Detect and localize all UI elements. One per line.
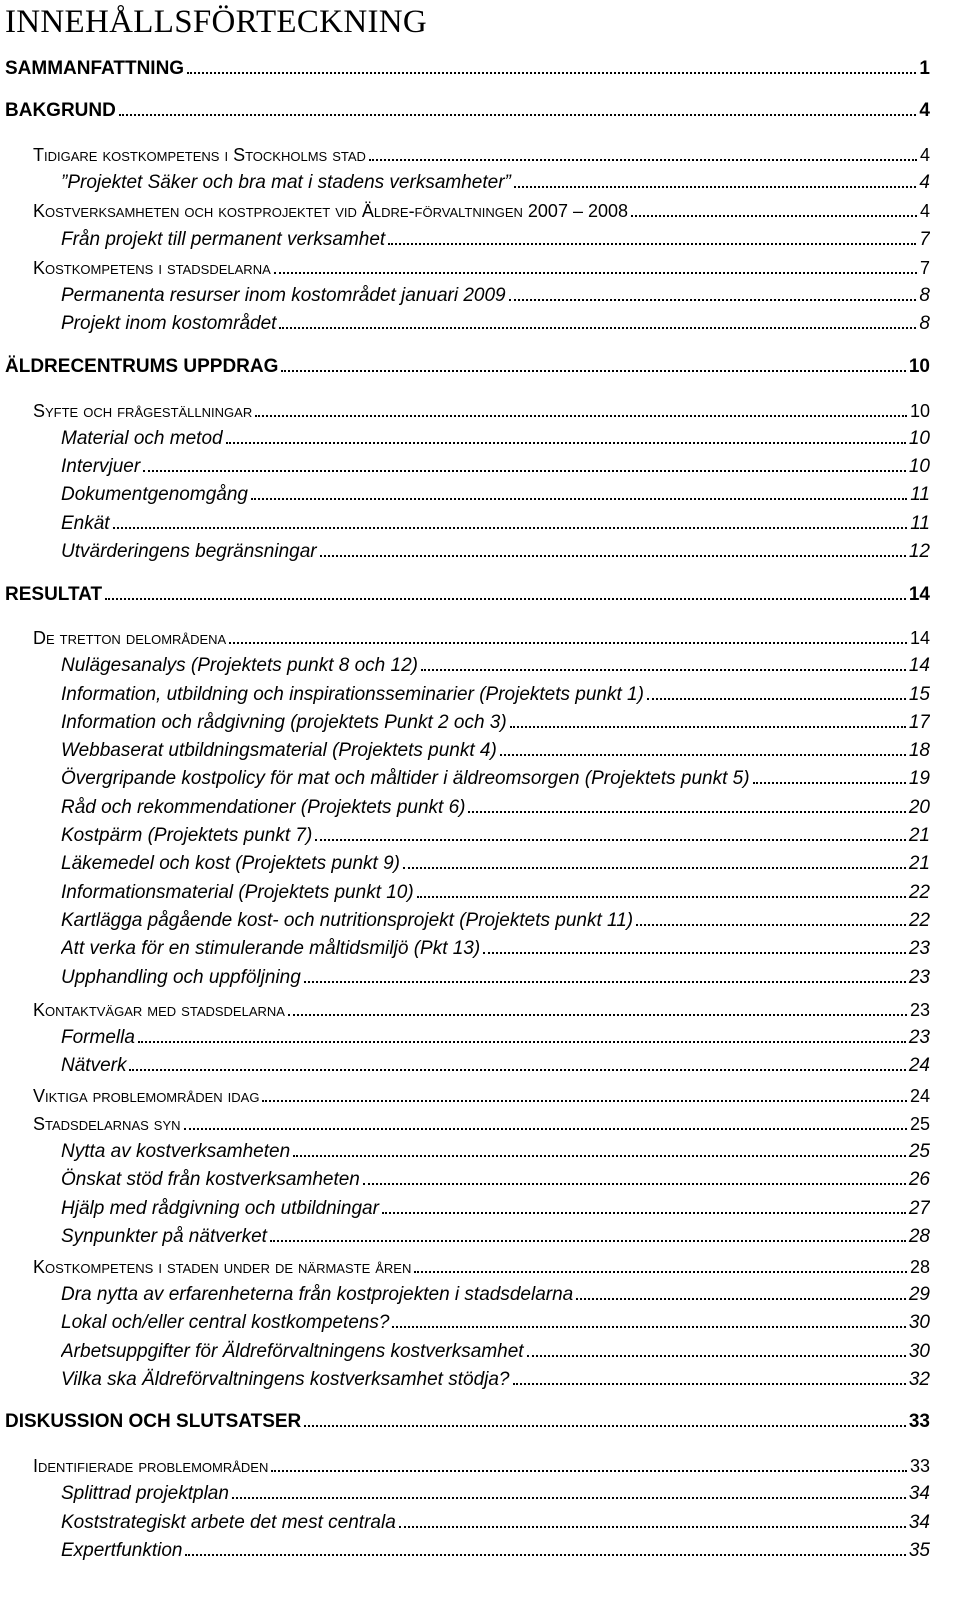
toc-dot-leader [576,1298,906,1300]
toc-entry[interactable] [61,909,930,933]
toc-dot-leader [414,1271,907,1273]
toc-entry-page-number: 14 [908,655,930,676]
toc-entry-page-number: 27 [908,1198,930,1219]
toc-entry-page-number: 22 [908,882,930,903]
toc-dot-leader [510,726,906,728]
toc-entry-page-number: 34 [908,1512,930,1533]
toc-entry-page-number: 23 [908,967,930,988]
toc-entry[interactable] [61,284,930,308]
toc-entry[interactable] [33,998,930,1022]
toc-entry-page-number: 11 [910,484,930,505]
toc-entry[interactable] [61,1197,930,1221]
toc-dot-leader [129,1069,905,1071]
toc-entry-page-number: 10 [908,428,930,449]
toc-entry-page-number: 30 [908,1341,930,1362]
toc-entry-label: Kontaktvägar med stadsdelarna [33,1000,285,1020]
toc-dot-leader [631,215,917,217]
toc-entry-label: RESULTAT [5,584,103,605]
toc-entry-label: Kostkompetens i stadsdelarna [33,258,271,278]
toc-entry-page-number: 4 [919,201,930,221]
toc-entry-page-number: 29 [908,1284,930,1305]
toc-entry-label: Nätverk [61,1055,127,1076]
toc-dot-leader [185,1554,905,1556]
toc-entry-page-number: 21 [908,825,930,846]
toc-entry[interactable] [61,711,930,735]
toc-dot-leader [468,811,905,813]
toc-entry-label: Utvärderingens begränsningar [61,541,317,562]
toc-dot-leader [315,839,906,841]
toc-entry-page-number: 34 [908,1483,930,1504]
toc-dot-leader [271,1470,907,1472]
toc-entry-label: Intervjuer [61,456,141,477]
toc-dot-leader [320,555,906,557]
toc-entry[interactable] [61,512,930,536]
toc-entry[interactable] [61,881,930,905]
toc-dot-leader [403,867,906,869]
toc-entry-label: ”Projektet Säker och bra mat i stadens verksamheter” [61,172,511,193]
toc-entry-label: Viktiga problemområden idag [33,1086,260,1106]
toc-entry-page-number: 12 [908,541,930,562]
toc-entry-label: ÄLDRECENTRUMS UPPDRAG [5,356,279,377]
toc-entry-page-number: 25 [909,1114,930,1134]
toc-dot-leader [274,272,917,274]
toc-entry-page-number: 19 [908,768,930,789]
toc-entry-label: Webbaserat utbildningsmaterial (Projektets punkt 4) [61,740,497,761]
toc-entry-page-number: 10 [908,356,930,377]
toc-entry-page-number: 23 [908,938,930,959]
toc-entry[interactable] [61,1311,930,1335]
toc-entry[interactable] [61,852,930,876]
toc-entry-label: Att verka för en stimulerande måltidsmiljö (Pkt 13) [61,938,481,959]
toc-entry-page-number: 30 [908,1312,930,1333]
toc-dot-leader [509,299,917,301]
toc-entry[interactable] [61,1140,930,1164]
toc-entry-label: Formella [61,1027,135,1048]
toc-entry-label: Kostverksamheten och kostprojektet vid Äldre-förvaltningen 2007 – 2008 [33,201,629,221]
toc-entry[interactable] [33,1084,930,1108]
toc-dot-leader [392,1326,905,1328]
toc-entry-page-number: 28 [909,1257,930,1277]
toc-dot-leader [229,642,907,644]
toc-dot-leader [143,470,906,472]
toc-entry[interactable] [61,966,930,990]
toc-dot-leader [270,1240,906,1242]
toc-dot-leader [382,1212,906,1214]
toc-entry[interactable] [61,1482,930,1506]
toc-entry[interactable] [61,228,930,252]
toc-entry-page-number: 20 [908,797,930,818]
toc-entry[interactable] [33,199,930,223]
toc-dot-leader [255,415,907,417]
toc-entry-page-number: 11 [910,513,930,534]
toc-entry-page-number: 4 [919,172,930,193]
toc-entry-page-number: 17 [908,712,930,733]
toc-entry-label: Önskat stöd från kostverksamheten [61,1169,360,1190]
toc-dot-leader [527,1355,906,1357]
toc-entry-label: Enkät [61,513,110,534]
toc-entry-label: Syfte och frågeställningar [33,401,253,421]
toc-entry-label: Vilka ska Äldreförvaltningens kostverksamhet stödja? [61,1369,510,1390]
toc-entry-label: Projekt inom kostområdet [61,313,277,334]
toc-dot-leader [288,1014,907,1016]
toc-entry[interactable] [61,1539,930,1563]
toc-dot-leader [304,981,906,983]
toc-entry-label: Läkemedel och kost (Projektets punkt 9) [61,853,401,874]
toc-entry-page-number: 23 [909,1000,930,1020]
toc-entry-label: De tretton delområdena [33,628,227,648]
toc-entry-page-number: 23 [908,1027,930,1048]
toc-dot-leader [636,924,906,926]
toc-entry[interactable] [33,1454,930,1478]
toc-entry[interactable] [61,171,930,195]
toc-entry[interactable] [61,540,930,564]
toc-entry[interactable] [61,455,930,479]
toc-entry-page-number: 8 [919,313,930,334]
toc-entry-page-number: 35 [908,1540,930,1561]
toc-dot-leader [226,442,906,444]
toc-dot-leader [417,896,906,898]
toc-dot-leader [251,498,907,500]
toc-entry-label: Tidigare kostkompetens i Stockholms stad [33,145,366,165]
toc-entry-label: Dra nytta av erfarenheterna från kostprojekten i stadsdelarna [61,1284,574,1305]
toc-entry[interactable] [33,256,930,280]
toc-dot-leader [279,327,916,329]
page-title: INNEHÅLLSFÖRTECKNING [5,4,427,40]
toc-entry[interactable] [33,1255,930,1279]
toc-entry-page-number: 18 [908,740,930,761]
toc-entry-label: Informationsmaterial (Projektets punkt 10) [61,882,414,903]
toc-entry-label: Splittrad projektplan [61,1483,229,1504]
toc-entry[interactable] [5,99,930,123]
toc-dot-leader [421,669,906,671]
toc-entry-label: DISKUSSION OCH SLUTSATSER [5,1411,302,1432]
toc-entry-page-number: 28 [908,1226,930,1247]
toc-entry-label: Upphandling och uppföljning [61,967,301,988]
toc-entry-page-number: 21 [908,853,930,874]
toc-entry-page-number: 8 [919,285,930,306]
toc-entry-label: Kostpärm (Projektets punkt 7) [61,825,313,846]
toc-entry-label: Kartlägga pågående kost- och nutritionsprojekt (Projektets punkt 11) [61,910,634,931]
toc-entry[interactable] [61,824,930,848]
toc-entry-page-number: 25 [908,1141,930,1162]
toc-entry[interactable] [61,1340,930,1364]
toc-dot-leader [647,698,906,700]
toc-entry-label: Hjälp med rådgivning och utbildningar [61,1198,379,1219]
toc-entry-label: Information, utbildning och inspirationsseminarier (Projektets punkt 1) [61,684,644,705]
toc-dot-leader [500,754,906,756]
toc-entry-label: Dokumentgenomgång [61,484,248,505]
toc-entry[interactable] [33,1112,930,1136]
toc-dot-leader [514,186,917,188]
toc-entry-page-number: 22 [908,910,930,931]
toc-entry-label: Arbetsuppgifter för Äldreförvaltningens kostverksamhet [61,1341,524,1362]
toc-entry-label: Stadsdelarnas syn [33,1114,181,1134]
toc-entry[interactable] [5,1410,930,1434]
toc-dot-leader [399,1526,906,1528]
toc-dot-leader [753,782,906,784]
toc-entry-label: SAMMANFATTNING [5,58,185,79]
toc-entry-page-number: 24 [909,1086,930,1106]
toc-dot-leader [363,1183,906,1185]
toc-entry-page-number: 4 [919,145,930,165]
toc-entry-label: Identifierade problemområden [33,1456,269,1476]
toc-entry-label: Nytta av kostverksamheten [61,1141,291,1162]
toc-dot-leader [281,370,905,372]
toc-dot-leader [293,1155,906,1157]
toc-dot-leader [262,1100,907,1102]
toc-dot-leader [483,952,906,954]
toc-entry[interactable] [61,1225,930,1249]
toc-dot-leader [105,598,906,600]
toc-entry-label: Material och metod [61,428,223,449]
toc-entry[interactable] [61,683,930,707]
toc-entry-page-number: 7 [919,258,930,278]
toc-entry[interactable] [61,1283,930,1307]
toc-entry-label: Koststrategiskt arbete det mest centrala [61,1512,396,1533]
toc-entry-page-number: 14 [909,628,930,648]
toc-dot-leader [119,114,917,116]
toc-entry[interactable] [61,767,930,791]
toc-entry[interactable] [61,1054,930,1078]
toc-entry-page-number: 10 [908,456,930,477]
toc-entry-label: Information och rådgivning (projektets Punkt 2 och 3) [61,712,507,733]
toc-entry[interactable] [61,739,930,763]
toc-dot-leader [187,72,916,74]
toc-entry-label: Kostkompetens i staden under de närmaste åren [33,1257,412,1277]
toc-entry-page-number: 1 [919,58,930,79]
toc-entry[interactable] [33,399,930,423]
toc-entry[interactable] [61,427,930,451]
toc-entry[interactable] [5,583,930,607]
toc-dot-leader [388,243,916,245]
toc-entry-page-number: 24 [908,1055,930,1076]
toc-entry[interactable] [61,483,930,507]
toc-entry-label: Lokal och/eller central kostkompetens? [61,1312,390,1333]
toc-entry-page-number: 14 [908,584,930,605]
toc-entry[interactable] [61,796,930,820]
toc-entry-label: Permanenta resurser inom kostområdet januari 2009 [61,285,506,306]
toc-entry-label: Synpunkter på nätverket [61,1226,267,1247]
toc-entry[interactable] [61,654,930,678]
toc-dot-leader [369,159,917,161]
toc-entry[interactable] [61,312,930,336]
toc-entry[interactable] [5,355,930,379]
toc-dot-leader [232,1497,906,1499]
toc-entry-page-number: 7 [919,229,930,250]
toc-dot-leader [138,1041,906,1043]
toc-entry-page-number: 33 [908,1411,930,1432]
toc-entry-label: BAKGRUND [5,100,116,121]
toc-entry-page-number: 4 [919,100,930,121]
toc-entry-page-number: 32 [908,1369,930,1390]
toc-entry-label: Övergripande kostpolicy för mat och måltider i äldreomsorgen (Projektets punkt 5) [61,768,750,789]
toc-entry-page-number: 10 [909,401,930,421]
toc-entry-label: Nulägesanalys (Projektets punkt 8 och 12) [61,655,418,676]
toc-entry[interactable] [61,1511,930,1535]
toc-entry[interactable] [61,1168,930,1192]
toc-entry[interactable] [33,626,930,650]
toc-entry-label: Expertfunktion [61,1540,183,1561]
toc-dot-leader [304,1425,906,1427]
toc-entry[interactable] [61,1368,930,1392]
toc-dot-leader [184,1128,907,1130]
toc-entry[interactable] [33,143,930,167]
toc-entry-label: Från projekt till permanent verksamhet [61,229,386,250]
toc-entry-label: Råd och rekommendationer (Projektets punkt 6) [61,797,466,818]
toc-dot-leader [513,1383,906,1385]
toc-entry[interactable] [61,937,930,961]
toc-entry-page-number: 15 [908,684,930,705]
toc-dot-leader [113,527,908,529]
toc-entry-page-number: 33 [909,1456,930,1476]
toc-entry-page-number: 26 [908,1169,930,1190]
toc-entry[interactable] [61,1026,930,1050]
toc-entry[interactable] [5,57,930,81]
